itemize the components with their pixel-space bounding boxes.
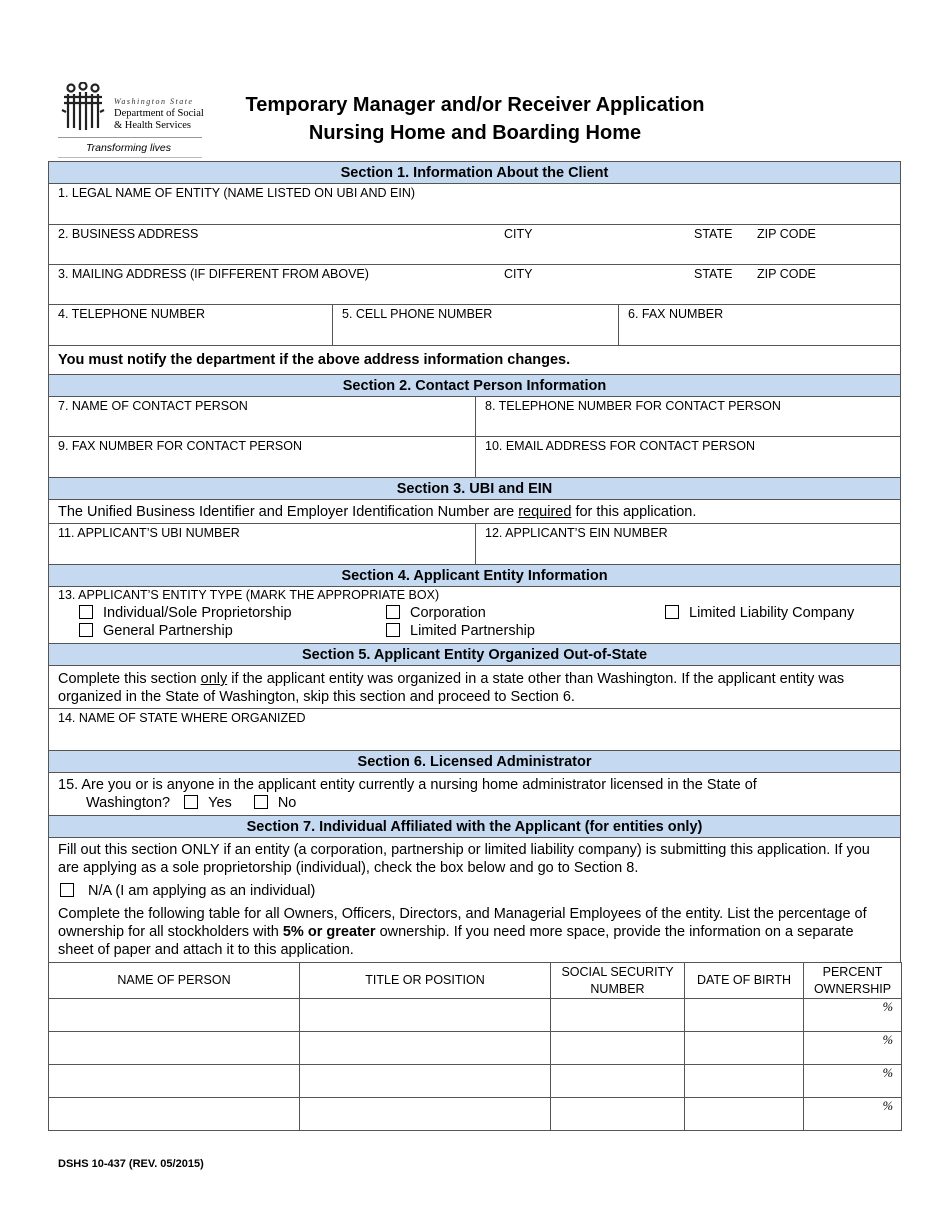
logo-dept-line2: & Health Services xyxy=(114,120,191,131)
table-instructions-end: ownership. If you need more space, provide the information on a separate sheet of paper and attach it to this application. xyxy=(58,924,854,958)
person-dob-cell[interactable] xyxy=(685,1032,804,1065)
dshs-people-logo-icon xyxy=(58,82,106,134)
telephone-label: 4. TELEPHONE NUMBER xyxy=(58,307,206,321)
legal-name-field[interactable] xyxy=(49,184,900,224)
contact-row-1 xyxy=(48,396,901,436)
table-instructions-threshold: 5% or greater xyxy=(282,924,376,940)
mailing-city-label: CITY xyxy=(504,267,533,281)
limited-partnership-checkbox[interactable] xyxy=(386,623,400,637)
table-row xyxy=(49,1065,902,1098)
person-ssn-cell[interactable] xyxy=(551,1032,685,1065)
table-header-row xyxy=(49,963,902,999)
administrator-question-text-2: Washington? xyxy=(86,795,171,811)
contact-row-2 xyxy=(48,436,901,477)
ubi-ein-intro-text: The Unified Business Identifier and Employer Identification Number are xyxy=(58,504,519,520)
dshs-logo xyxy=(58,80,206,158)
out-of-state-intro xyxy=(48,665,901,708)
person-title-cell[interactable] xyxy=(300,1098,551,1131)
contact-name-label: 7. NAME OF CONTACT PERSON xyxy=(58,399,248,413)
ubi-ein-intro-end: for this application. xyxy=(571,504,697,520)
logo-divider xyxy=(58,137,202,138)
entity-option-sole[interactable] xyxy=(79,604,292,622)
contact-fax-field[interactable] xyxy=(49,437,475,477)
person-ssn-cell[interactable] xyxy=(551,1098,685,1131)
section4-header: Section 4. Applicant Entity Information xyxy=(48,564,901,586)
logo-dept-line1: Department of Social xyxy=(114,108,204,119)
ein-number-field[interactable] xyxy=(475,524,900,564)
person-dob-cell[interactable] xyxy=(685,1065,804,1098)
contact-name-field[interactable] xyxy=(49,397,475,436)
entity-option-llc[interactable] xyxy=(665,604,854,622)
section7-header: Section 7. Individual Affiliated with the Applicant (for entities only) xyxy=(48,815,901,837)
phone-row xyxy=(48,304,901,345)
business-state-label: STATE xyxy=(694,227,733,241)
fax-field[interactable] xyxy=(618,305,900,345)
entity-type-field xyxy=(49,587,900,643)
business-zip-label: ZIP CODE xyxy=(757,227,816,241)
table-row xyxy=(49,1032,902,1065)
contact-phone-field[interactable] xyxy=(475,397,900,436)
yes-checkbox[interactable] xyxy=(184,795,198,809)
section1-header: Section 1. Information About the Client xyxy=(48,161,901,183)
no-label: No xyxy=(277,795,297,811)
cell-phone-label: 5. CELL PHONE NUMBER xyxy=(342,307,493,321)
application-form xyxy=(48,161,901,1131)
person-dob-cell[interactable] xyxy=(685,1098,804,1131)
person-name-cell[interactable] xyxy=(49,1098,300,1131)
state-organized-label: 14. NAME OF STATE WHERE ORGANIZED xyxy=(58,711,306,725)
form-title-line2: Nursing Home and Boarding Home xyxy=(308,122,642,144)
section2-header: Section 2. Contact Person Information xyxy=(48,374,901,396)
person-ssn-cell[interactable] xyxy=(551,999,685,1032)
cell-phone-field[interactable] xyxy=(332,305,618,345)
ein-number-label: 12. APPLICANT’S EIN NUMBER xyxy=(485,526,668,540)
contact-email-label: 10. EMAIL ADDRESS FOR CONTACT PERSON xyxy=(485,439,755,453)
na-label: N/A (I am applying as an individual) xyxy=(88,883,316,899)
ubi-ein-required: required xyxy=(518,504,572,520)
mailing-address-field[interactable] xyxy=(49,265,900,304)
col-social-security-number: SOCIAL SECURITY NUMBER xyxy=(551,963,685,999)
table-row xyxy=(49,1098,902,1131)
entity-option-lp[interactable] xyxy=(386,622,535,640)
legal-name-label: 1. LEGAL NAME OF ENTITY (NAME LISTED ON UBI AND EIN) xyxy=(58,186,416,200)
mailing-state-label: STATE xyxy=(694,267,733,281)
form-number-footer: DSHS 10-437 (REV. 05/2015) xyxy=(58,1158,204,1170)
state-organized-field[interactable] xyxy=(49,709,900,750)
col-percent-ownership: PERCENT OWNERSHIP xyxy=(804,963,902,999)
yes-label: Yes xyxy=(208,795,232,811)
contact-phone-label: 8. TELEPHONE NUMBER FOR CONTACT PERSON xyxy=(485,399,781,413)
out-of-state-only: only xyxy=(200,671,228,687)
administrator-question-text: 15. Are you or is anyone in the applicant entity currently a nursing home administrator licensed in the State of xyxy=(58,777,757,793)
percent-ownership-cell[interactable]: % xyxy=(804,1065,902,1098)
affiliated-table-instructions xyxy=(58,905,891,959)
business-city-label: CITY xyxy=(504,227,533,241)
section3-header: Section 3. UBI and EIN xyxy=(48,477,901,499)
col-title-or-position: TITLE OR POSITION xyxy=(300,963,551,999)
col-date-of-birth: DATE OF BIRTH xyxy=(685,963,804,999)
section6-header: Section 6. Licensed Administrator xyxy=(48,750,901,772)
ubi-number-field[interactable] xyxy=(49,524,475,564)
entity-option-corp[interactable] xyxy=(386,604,486,622)
person-name-cell[interactable] xyxy=(49,1065,300,1098)
state-organized-row xyxy=(48,708,901,750)
entity-type-label: 13. APPLICANT’S ENTITY TYPE (MARK THE APPROPRIATE BOX) xyxy=(58,588,440,602)
ubi-number-label: 11. APPLICANT’S UBI NUMBER xyxy=(58,526,240,540)
general-partnership-label: General Partnership xyxy=(103,623,233,639)
fax-label: 6. FAX NUMBER xyxy=(628,307,724,321)
corporation-checkbox[interactable] xyxy=(386,605,400,619)
mailing-zip-label: ZIP CODE xyxy=(757,267,816,281)
entity-type-row xyxy=(48,586,901,643)
limited-partnership-label: Limited Partnership xyxy=(410,623,535,639)
ubi-ein-row xyxy=(48,523,901,564)
sole-proprietorship-label: Individual/Sole Proprietorship xyxy=(103,605,292,621)
person-title-cell[interactable] xyxy=(300,1032,551,1065)
affiliated-individuals-table xyxy=(48,962,902,1131)
mailing-address-label: 3. MAILING ADDRESS (IF DIFFERENT FROM ABOVE) xyxy=(58,267,369,281)
affiliated-intro: Fill out this section ONLY if an entity (a corporation, partnership or limited liability company) is submitting this application. If you are applying as a sole proprietorship (individual), check the box below and go to Section 8. xyxy=(58,842,870,876)
na-option[interactable] xyxy=(58,882,891,900)
entity-option-gp[interactable] xyxy=(79,622,233,640)
administrator-question xyxy=(48,772,901,815)
person-title-cell[interactable] xyxy=(300,1065,551,1098)
out-of-state-intro-end: if the applicant entity was organized in a state other than Washington. If the applicant entity was organized in the State of Washington, skip this section and proceed to Section 6. xyxy=(58,671,845,705)
form-title-line1: Temporary Manager and/or Receiver Application xyxy=(245,94,705,116)
logo-divider xyxy=(58,157,202,158)
contact-email-field[interactable] xyxy=(475,437,900,477)
corporation-label: Corporation xyxy=(410,605,486,621)
ubi-ein-intro xyxy=(48,499,901,523)
business-address-field[interactable] xyxy=(49,225,900,264)
telephone-field[interactable] xyxy=(49,305,332,345)
logo-state: Washington State xyxy=(114,97,194,106)
form-title xyxy=(190,91,760,147)
administrator-question-answers xyxy=(58,794,891,812)
contact-fax-label: 9. FAX NUMBER FOR CONTACT PERSON xyxy=(58,439,303,453)
percent-ownership-cell[interactable]: % xyxy=(804,1098,902,1131)
col-name-of-person: NAME OF PERSON xyxy=(49,963,300,999)
person-dob-cell[interactable] xyxy=(685,999,804,1032)
affiliated-instructions xyxy=(48,837,901,962)
na-checkbox[interactable] xyxy=(60,883,74,897)
person-ssn-cell[interactable] xyxy=(551,1065,685,1098)
out-of-state-intro-text: Complete this section xyxy=(58,671,201,687)
mailing-address-row xyxy=(48,264,901,304)
table-row xyxy=(49,999,902,1032)
percent-ownership-cell[interactable]: % xyxy=(804,1032,902,1065)
person-name-cell[interactable] xyxy=(49,999,300,1032)
percent-ownership-cell[interactable]: % xyxy=(804,999,902,1032)
logo-tagline: Transforming lives xyxy=(86,142,171,154)
person-name-cell[interactable] xyxy=(49,1032,300,1065)
llc-checkbox[interactable] xyxy=(665,605,679,619)
legal-name-row xyxy=(48,183,901,224)
llc-label: Limited Liability Company xyxy=(689,605,855,621)
section5-header: Section 5. Applicant Entity Organized Out-of-State xyxy=(48,643,901,665)
no-checkbox[interactable] xyxy=(254,795,268,809)
sole-proprietorship-checkbox[interactable] xyxy=(79,605,93,619)
general-partnership-checkbox[interactable] xyxy=(79,623,93,637)
address-change-notice: You must notify the department if the above address information changes. xyxy=(48,345,901,374)
table-instructions-text: Complete the following table for all Owners, Officers, Directors, and Managerial Employees of the entity. List the percentage of ownership for all stockholders with xyxy=(58,906,867,940)
person-title-cell[interactable] xyxy=(300,999,551,1032)
business-address-row xyxy=(48,224,901,264)
business-address-label: 2. BUSINESS ADDRESS xyxy=(58,227,199,241)
